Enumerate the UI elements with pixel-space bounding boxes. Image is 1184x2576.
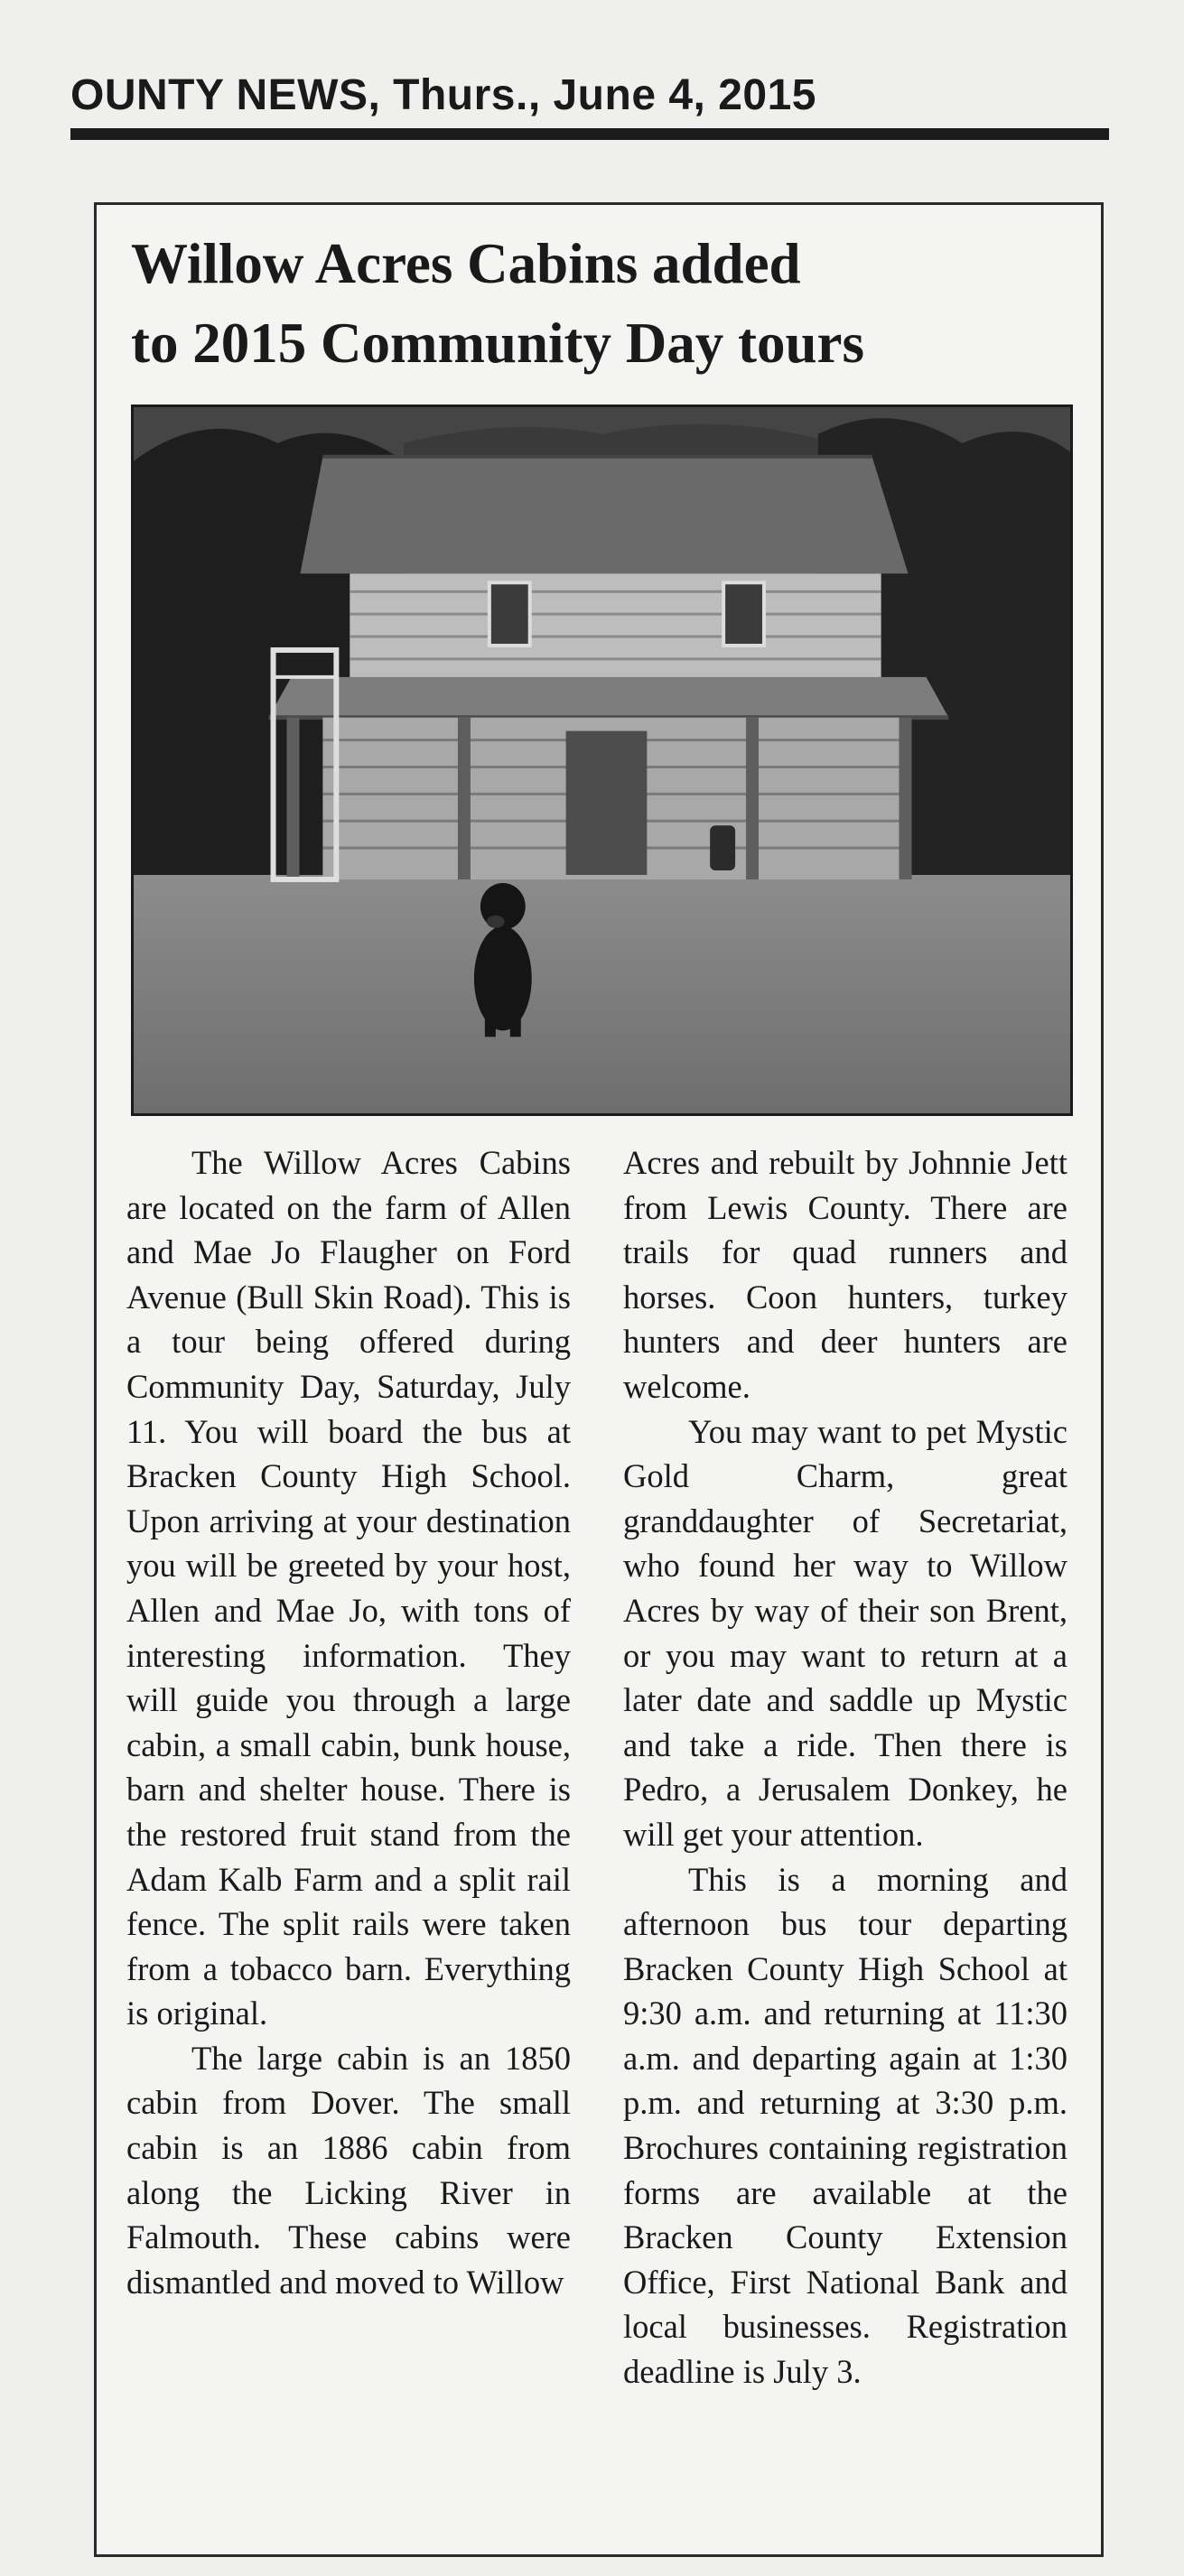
article-paragraph: The large cabin is an 1850 cabin from Dover. The small cabin is an 1886 cabin from along the Licking River in Falmouth. These cabins were dismantled and moved to Willow: [126, 2039, 571, 2301]
newspaper-masthead: OUNTY NEWS, Thurs., June 4, 2015: [70, 71, 816, 119]
headline-line-1: Willow Acres Cabins added: [131, 232, 801, 295]
article-paragraph: You may want to pet Mystic Gold Charm, great granddaughter of Secretariat, who found her way to Willow Acres by way of their son Brent, or you may want to return at a later date and saddle up Mystic and take a ride. Then there is Pedro, a Jerusalem Donkey, he will get your attention.: [623, 1412, 1067, 1853]
article-headline: [131, 224, 1088, 383]
article-column-right: [623, 1140, 1067, 2395]
headline-line-2: to 2015 Community Day tours: [131, 312, 864, 375]
masthead-rule: [70, 128, 1109, 140]
article-paragraph: The Willow Acres Cabins are located on the farm of Allen and Mae Jo Flaugher on Ford Avenue (Bull Skin Road). This is a tour being offered during Community Day, Saturday, July 11. You will board the bus at Bracken County High School. Upon arriving at your destination you will be greeted by your host, Allen and Mae Jo, with tons of interesting information. They will guide you through a large cabin, a small cabin, bunk house, barn and shelter house. There is the restored fruit stand from the Adam Kalb Farm and a split rail fence. The split rails were taken from a tobacco barn. Everything is original.: [126, 1144, 571, 2032]
article-paragraph: This is a morning and afternoon bus tour departing Bracken County High School at 9:30 a.m. and returning at 11:30 a.m. and departing again at 1:30 p.m. and returning at 3:30 p.m. Brochures containing registration forms are available at the Bracken County Extension Office, First National Bank and local businesses. Registration deadline is July 3.: [623, 1860, 1067, 2391]
cabin-photo: [131, 405, 1073, 1116]
article-column-left: [126, 1140, 571, 2304]
article-paragraph: Acres and rebuilt by Johnnie Jett from Lewis County. There are trails for quad runners and horses. Coon hunters, turkey hunters and deer hunters are welcome.: [623, 1144, 1067, 1405]
cabin-photo-illustration: [134, 407, 1070, 1113]
